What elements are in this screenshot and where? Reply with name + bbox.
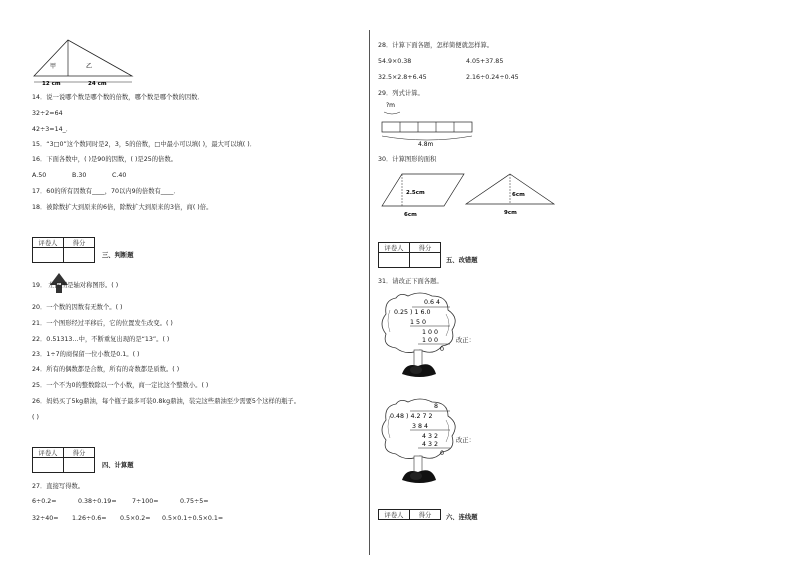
calc-2-1: 32÷40= xyxy=(32,515,59,522)
div2-quotient: 8 xyxy=(434,403,439,410)
div2-dividend-line: 0.48 ) 4.2 7 2 xyxy=(390,413,433,420)
score-header-score: 得分 xyxy=(64,238,95,248)
q17-text: 17．60的所有因数有____，70以内9的倍数有____． xyxy=(32,188,180,195)
div1-quotient: 0.6 4 xyxy=(424,299,441,306)
q25-text: 25．一个不为0的整数除以一个小数，商一定比这个整数小。( ) xyxy=(32,382,209,389)
bar-bottom-label: 4.8m xyxy=(418,141,434,148)
div1-line-6: 0 xyxy=(440,346,445,353)
q23-text: 23．1÷7的商保留一位小数是0.1。( ) xyxy=(32,351,140,358)
score-cell-grader[interactable] xyxy=(33,248,64,263)
calc-2-4: 0.5×0.1÷0.5×0.1= xyxy=(162,515,224,522)
q19-text: 19． 左面图是轴对称图形。( ) xyxy=(32,282,119,289)
triangle-dim-left: 12 cm xyxy=(42,81,61,87)
score-header-score: 得分 xyxy=(410,510,441,520)
calc-1-2: 0.38÷0.19= xyxy=(78,498,117,505)
score-header-score: 得分 xyxy=(64,448,95,458)
div2-line-3: 3 8 4 xyxy=(412,423,429,430)
para-base-label: 6cm xyxy=(404,212,417,218)
q16-opt-c: C.40 xyxy=(112,172,127,179)
score-cell-score[interactable] xyxy=(410,253,441,268)
q14-a: 32÷2=64 xyxy=(32,110,63,117)
q16-text: 16．下面各数中，( )是90的因数，( )是25的倍数。 xyxy=(32,156,177,163)
div1-line-3: 1 5 0 xyxy=(410,319,427,326)
q15-text: 15．“3□0”这个数同时是2，3，5的倍数，□中最小可以填( )，最大可以填( )． xyxy=(32,141,257,148)
q16-opt-a: A.50 xyxy=(32,172,47,179)
div1-line-5: 1 0 0 xyxy=(422,337,439,344)
triangle-label-yi: 乙 xyxy=(86,63,93,70)
triangle-area-figure xyxy=(464,172,556,218)
score-box-4 xyxy=(32,447,95,473)
correct-label-1: 改正： xyxy=(456,337,475,344)
section-5-title: 五、改错题 xyxy=(446,257,478,264)
div2-line-6: 0 xyxy=(440,450,445,457)
score-header-grader: 评卷人 xyxy=(379,243,410,253)
q22-text: 22．0.51313…中，不断重复出现的是“13”。( ) xyxy=(32,336,170,343)
q28-a: 54.9×0.38 xyxy=(378,58,412,65)
q16-opt-b: B.30 xyxy=(72,172,87,179)
q26-text: 26．妈妈买了5kg鼎油，每个瓶子最多可装0.8kg鼎油，装完这些鼎油至少需要5个这样的瓶子。 xyxy=(32,398,301,405)
q26-paren: ( ) xyxy=(32,414,39,421)
q28-b: 4.05+37.85 xyxy=(466,58,504,65)
bar-top-label: ?m xyxy=(386,102,396,109)
score-header-grader: 评卷人 xyxy=(33,238,64,248)
q30-text: 30．计算图形的面积 xyxy=(378,156,437,163)
q28-c: 32.5×2.8+6.45 xyxy=(378,74,427,81)
q28-d: 2.16÷0.24÷0.45 xyxy=(466,74,519,81)
score-cell-grader[interactable] xyxy=(379,253,410,268)
div2-line-5: 4 3 2 xyxy=(422,441,439,448)
q31-text: 31．请改正下面各题。 xyxy=(378,278,443,285)
div1-line-4: 1 0 0 xyxy=(422,329,439,336)
q28-text: 28．计算下面各题，怎样简便就怎样算。 xyxy=(378,42,494,49)
section-6-title: 六、连线题 xyxy=(446,514,478,521)
score-box-6 xyxy=(378,509,441,520)
score-box-3 xyxy=(32,237,95,263)
q18-text: 18．被除数扩大到原来的6倍，除数扩大到原来的3倍，商( )倍。 xyxy=(32,204,213,211)
calc-1-3: 7÷100= xyxy=(132,498,159,505)
triangle-dim-right: 24 cm xyxy=(88,81,107,87)
parallelogram-figure xyxy=(380,172,470,218)
score-header-grader: 评卷人 xyxy=(33,448,64,458)
column-divider xyxy=(369,30,370,555)
score-cell-score[interactable] xyxy=(64,248,95,263)
tri-height-label: 6cm xyxy=(512,192,525,198)
score-header-score: 得分 xyxy=(410,243,441,253)
score-header-grader: 评卷人 xyxy=(379,510,410,520)
q29-text: 29．列式计算。 xyxy=(378,90,424,97)
score-box-5 xyxy=(378,242,441,268)
score-cell-score[interactable] xyxy=(64,458,95,473)
correct-label-2: 改正： xyxy=(456,437,475,444)
tree-division-1 xyxy=(376,290,466,382)
q20-text: 20．一个数的因数有无数个。( ) xyxy=(32,304,123,311)
triangle-label-jia: 甲 xyxy=(50,63,57,70)
triangle-figure xyxy=(28,38,138,90)
score-cell-grader[interactable] xyxy=(33,458,64,473)
calc-2-3: 0.5×0.2= xyxy=(120,515,151,522)
section-4-title: 四、计算题 xyxy=(102,462,134,469)
calc-1-1: 6÷0.2= xyxy=(32,498,57,505)
div1-dividend-line: 0.25 ) 1 6.0 xyxy=(394,309,431,316)
q27-text: 27．直接写得数。 xyxy=(32,483,85,490)
div2-line-4: 4 3 2 xyxy=(422,433,439,440)
q21-text: 21．一个图形经过平移后，它的位置发生改变。( ) xyxy=(32,320,173,327)
q24-text: 24．所有的偶数都是合数，所有的奇数都是质数。( ) xyxy=(32,366,180,373)
bar-model-figure xyxy=(380,100,476,148)
tree-division-2 xyxy=(376,396,466,488)
q14-b: 42÷3=14_． xyxy=(32,126,73,133)
calc-2-2: 1.26÷0.6= xyxy=(72,515,107,522)
tri-base-label: 9cm xyxy=(504,210,517,216)
q14-text: 14．说一说哪个数是哪个数的倍数，哪个数是哪个数的因数． xyxy=(32,94,204,101)
section-3-title: 三、判断题 xyxy=(102,252,134,259)
calc-1-4: 0.75÷5= xyxy=(180,498,209,505)
para-height-label: 2.5cm xyxy=(406,190,425,196)
